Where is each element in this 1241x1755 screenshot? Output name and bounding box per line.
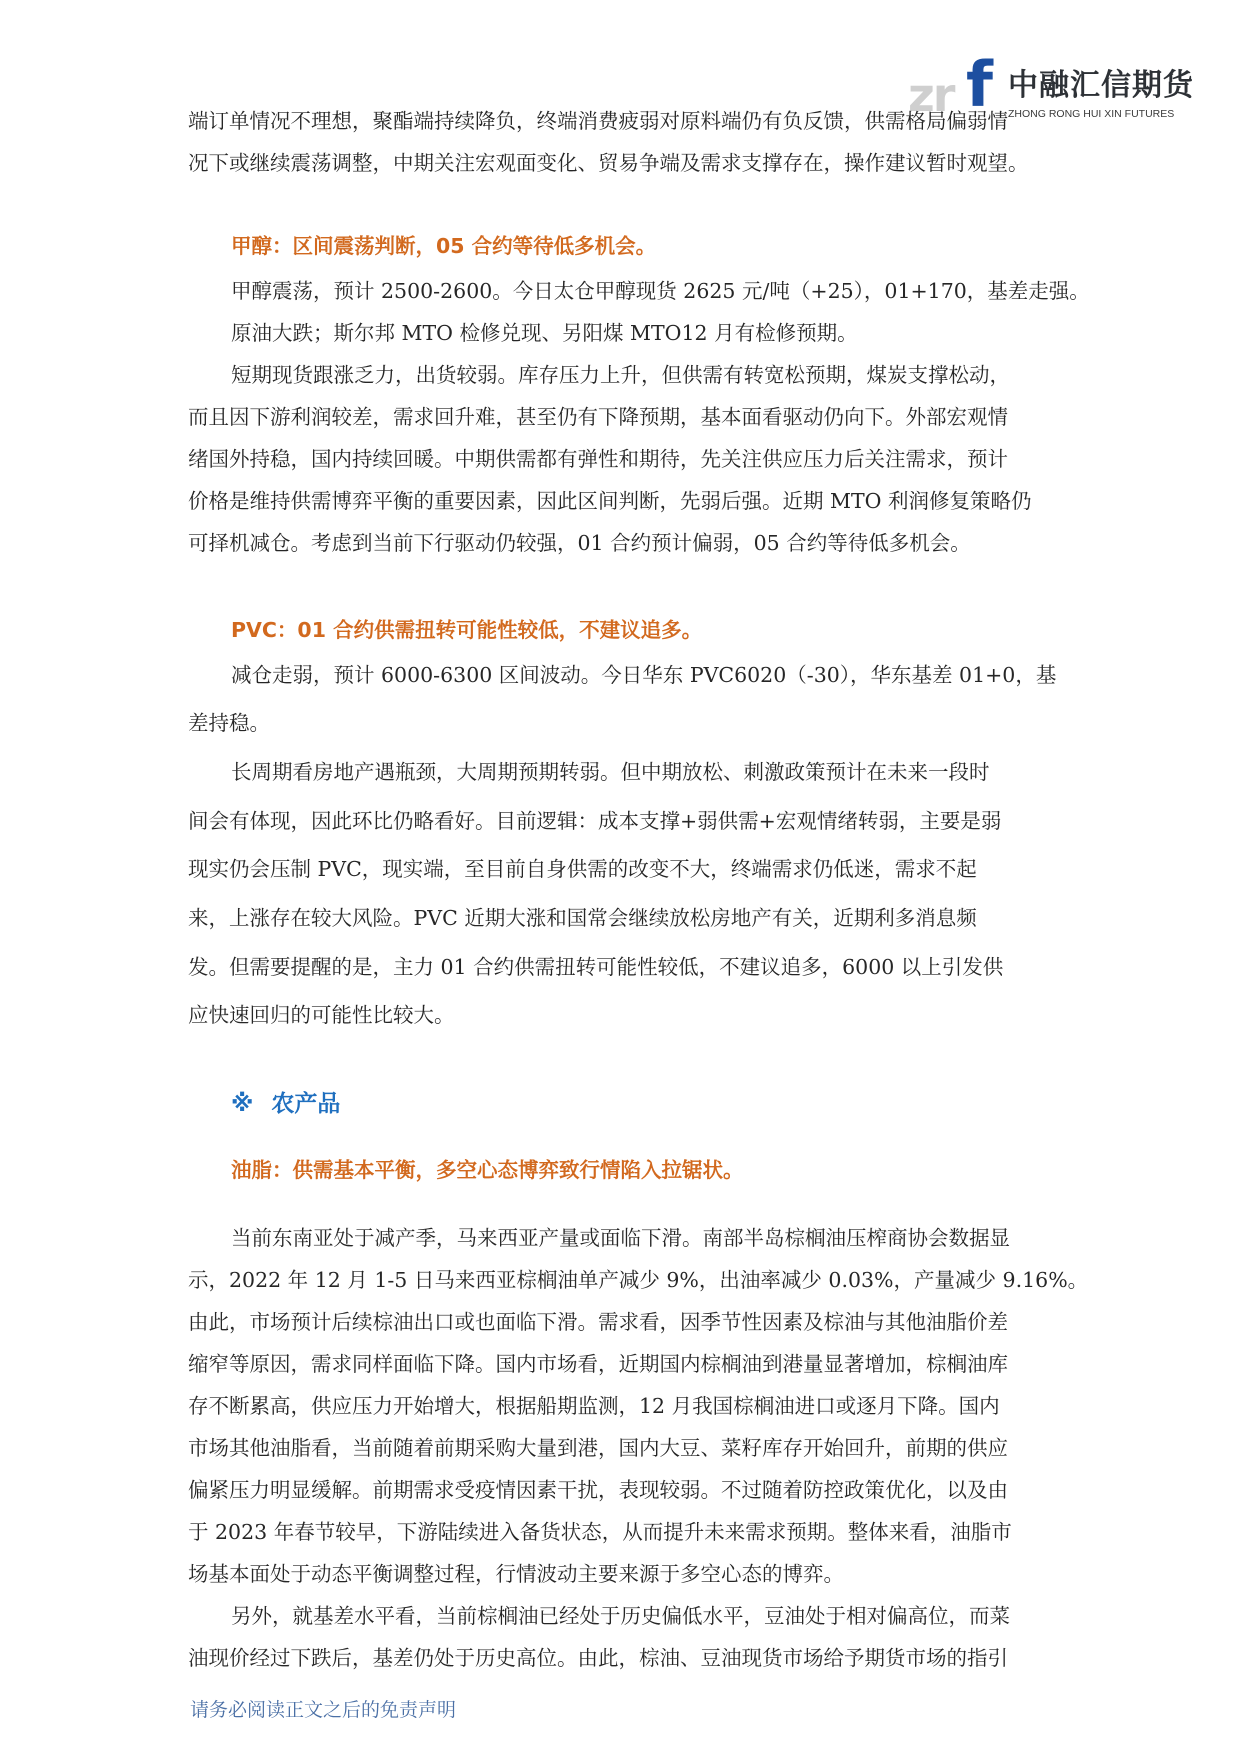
paragraph-line: 原油大跌；斯尔邦 MTO 检修兑现、另阳煤 MTO12 月有检修预期。 (231, 321, 858, 345)
paragraph-line: 发。但需要提醒的是，主力 01 合约供需扭转可能性较低，不建议追多，6000 以上引发供 (188, 955, 1004, 979)
paragraph-line: 而且因下游利润较差，需求回升难，甚至仍有下降预期，基本面看驱动仍向下。外部宏观情 (188, 405, 1008, 429)
paragraph-line: 另外，就基差水平看，当前棕榈油已经处于历史偏低水平，豆油处于相对偏高位，而菜 (231, 1604, 1010, 1628)
paragraph-line: 绪国外持稳，国内持续回暖。中期供需都有弹性和期待，先关注供应压力后关注需求，预计 (188, 447, 1008, 471)
pvc-heading: PVC：01 合约供需扭转可能性较低，不建议追多。 (231, 618, 703, 642)
paragraph-line: 应快速回归的可能性比较大。 (188, 1003, 455, 1027)
paragraph-line: 可择机减仓。考虑到当前下行驱动仍较强，01 合约预计偏弱，05 合约等待低多机会。 (188, 531, 971, 555)
logo-mark: zr (908, 68, 954, 122)
paragraph-line: 况下或继续震荡调整，中期关注宏观面变化、贸易争端及需求支撑存在，操作建议暂时观望。 (188, 151, 1029, 175)
logo-f-glyph: f (966, 48, 993, 121)
paragraph-line: 于 2023 年春节较早，下游陆续进入备货状态，从而提升未来需求预期。整体来看，油脂市 (188, 1520, 1012, 1544)
paragraph-line: 减仓走弱，预计 6000-6300 区间波动。今日华东 PVC6020（-30），华东基差 01+0，基 (231, 663, 1057, 687)
logo-english-name: ZHONG RONG HUI XIN FUTURES (1008, 108, 1175, 120)
paragraph-line: 来，上涨存在较大风险。PVC 近期大涨和国常会继续放松房地产有关，近期利多消息频 (188, 906, 977, 930)
disclaimer-footer: 请务必阅读正文之后的免责声明 (190, 1699, 457, 1721)
paragraph-line: 缩窄等原因，需求同样面临下降。国内市场看，近期国内棕榈油到港量显著增加，棕榈油库 (188, 1352, 1008, 1376)
paragraph-line: 长周期看房地产遇瓶颈，大周期预期转弱。但中期放松、刺激政策预计在未来一段时 (231, 760, 990, 784)
paragraph-line: 甲醇震荡，预计 2500-2600。今日太仓甲醇现货 2625 元/吨（+25），01+170，基差走强。 (231, 279, 1090, 303)
paragraph-line: 间会有体现，因此环比仍略看好。目前逻辑：成本支撑+弱供需+宏观情绪转弱，主要是弱 (188, 809, 1002, 833)
paragraph-line: 端订单情况不理想，聚酯端持续降负，终端消费疲弱对原料端仍有负反馈，供需格局偏弱情 (188, 109, 1008, 133)
paragraph-line: 存不断累高，供应压力开始增大，根据船期监测，12 月我国棕榈油进口或逐月下降。国内 (188, 1394, 1000, 1418)
section-heading (231, 1089, 340, 1119)
section-title: 农产品 (271, 1091, 341, 1117)
logo-chinese-name: 中融汇信期货 (1008, 68, 1194, 103)
methanol-heading: 甲醇：区间震荡判断，05 合约等待低多机会。 (231, 234, 657, 258)
paragraph-line: 油现价经过下跌后，基差仍处于历史高位。由此，棕油、豆油现货市场给予期货市场的指引 (188, 1646, 1008, 1670)
paragraph-line: 市场其他油脂看，当前随着前期采购大量到港，国内大豆、菜籽库存开始回升，前期的供应 (188, 1436, 1008, 1460)
oils-heading: 油脂：供需基本平衡，多空心态博弈致行情陷入拉锯状。 (231, 1158, 744, 1182)
paragraph-line: 价格是维持供需博弈平衡的重要因素，因此区间判断，先弱后强。近期 MTO 利润修复策略仍 (188, 489, 1032, 513)
paragraph-line: 差持稳。 (188, 711, 270, 735)
paragraph-line: 短期现货跟涨乏力，出货较弱。库存压力上升，但供需有转宽松预期，煤炭支撑松动， (231, 363, 1010, 387)
paragraph-line: 现实仍会压制 PVC，现实端，至目前自身供需的改变不大，终端需求仍低迷，需求不起 (188, 857, 977, 881)
paragraph-line: 当前东南亚处于减产季，马来西亚产量或面临下滑。南部半岛棕榈油压榨商协会数据显 (231, 1226, 1010, 1250)
paragraph-line: 由此，市场预计后续棕油出口或也面临下滑。需求看，因季节性因素及棕油与其他油脂价差 (188, 1310, 1008, 1334)
paragraph-line: 示，2022 年 12 月 1-5 日马来西亚棕榈油单产减少 9%，出油率减少 0.03%，产量减少 9.16%。 (188, 1268, 1089, 1292)
reference-mark-icon: ※ (231, 1091, 254, 1117)
paragraph-line: 场基本面处于动态平衡调整过程，行情波动主要来源于多空心态的博弈。 (188, 1562, 844, 1586)
paragraph-line: 偏紧压力明显缓解。前期需求受疫情因素干扰，表现较弱。不过随着防控政策优化，以及由 (188, 1478, 1008, 1502)
